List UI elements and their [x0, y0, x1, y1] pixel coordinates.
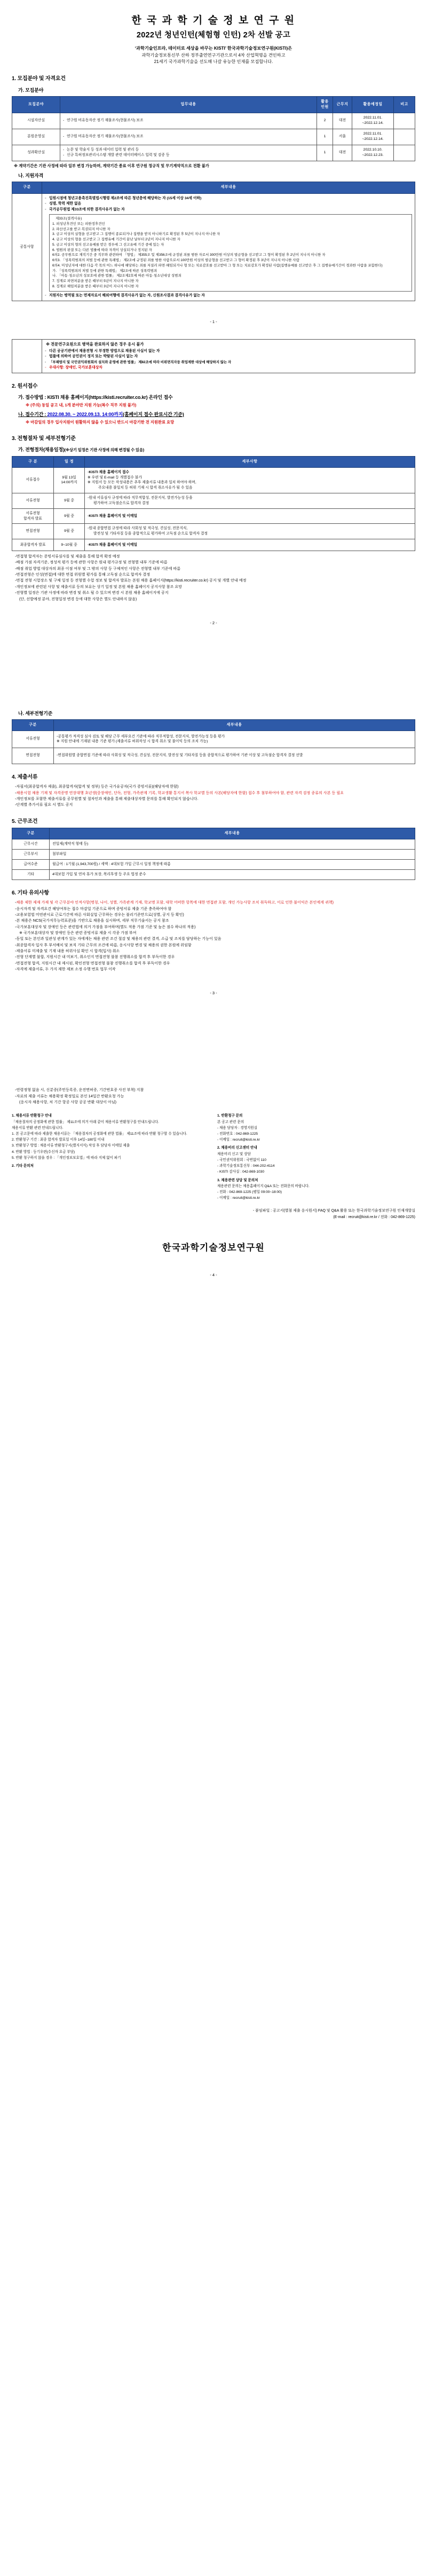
- final-right-item2: 채용비리 신고 및 상담: [217, 1152, 251, 1156]
- intro-quote: ‘과학기술인프라, 데이터로 세상을 바꾸는 KISTI’: [135, 45, 226, 51]
- notice-bullet: ◦최종합격자 입사 후 부서배치 및 보직 기타 근무의 조건에 따름, 응시사항 변경 및 채용의 권한 본원에 위임함: [15, 943, 192, 947]
- qual-bullet: ◦ 입원시점에 청년고용촉진특별법시행령 제2조에 따른 청년층에 해당하는 자 (15세 이상 34세 이하): [45, 196, 412, 202]
- cell-division: 면접전형: [12, 748, 54, 764]
- doc-bullet: ◦자필서(최종합격자 제출), 최종합격자(합격 및 정부) 등은 국가유공자(국가 증빙서류)(해당자에 한함): [15, 784, 179, 789]
- col-detail: 세부사항: [85, 456, 415, 467]
- intro-paragraph: [12, 45, 415, 66]
- cell-division: 면접전형: [12, 524, 54, 539]
- col-duty: 업무내용: [60, 96, 317, 113]
- notice-bullet: ◦면접전형 합격, 지원시간 내 제시된, 확인전형 면접전형 불참 진행취소를 합격 후 부득이한 경우: [15, 961, 170, 965]
- qual-bullet: ◦ 법률에 의하여 공민권이 정지 또는 박탈된 사실이 없는 자: [45, 354, 412, 360]
- cell-division: 서류접수: [12, 467, 54, 493]
- table-header-row: [12, 456, 415, 467]
- qual-note-star: ※ 전문연구요원으로 병역을 완료하지 않은 경우 응시 불가: [46, 342, 144, 347]
- section-3a-note: (※상기 일정은 기관 사정에 의해 변경될 수 있음): [64, 447, 145, 453]
- table-row: [12, 860, 415, 870]
- table-row: [12, 493, 415, 509]
- section-3a-heading: [18, 446, 415, 453]
- cell-detail: [85, 493, 415, 509]
- cell-detail: [54, 748, 415, 764]
- cell-location: 대전: [333, 113, 352, 129]
- section-6-footer-list: [15, 1087, 415, 1105]
- cell-detail: 월급여 : 1기월 (1,943,700원) / 세액 : 4대보험 가입 근무시 일정 책정에 따름: [50, 860, 415, 870]
- section-3b-heading: 나. 세부전형기준: [18, 710, 53, 716]
- notice-bullet: ◦본 채용은 NCS(국가직무능력표준)을 기반으로 채용을 실시하며, 세부 직무기술서는 공지 참조: [15, 918, 169, 923]
- section-2-heading: 2. 원서접수: [12, 383, 38, 390]
- cell-duty: [60, 145, 317, 161]
- detail-line: ※ 지원서 등 모든 작성내용은 추후 제출서류 내용과 일치 하여야 하며,: [88, 481, 196, 485]
- law-item: 가. 「성폭력범죄의 처벌 등에 관한 특례법」 제2조에 따른 성폭력범죄: [52, 269, 157, 273]
- qual-bullet: ◦ 「부패방지 및 국민권익위원회의 설치와 운영에 관한 법률」 제82조에 따라 비위면직자등 취업제한 대상에 해당하지 않는 자: [45, 360, 412, 365]
- note-bullet: ◦개인정보에 관련된 사항 및 제출서류 등의 보유는 상기 일정 및 본원 채용 홈페이지 공지사항 참조 요망: [15, 584, 183, 589]
- law-item: 1. 피성년후견인 또는 피한정후견인: [52, 222, 105, 226]
- duty-item: - 논문 및 학술지 등 성과 데이터 입력 및 관리 등: [63, 147, 314, 153]
- cell-division: 최종합격자 발표: [12, 539, 54, 551]
- period-end: ~2022.12.14.: [362, 121, 384, 125]
- page-title: 2022년 청년인턴(체험형 인턴) 2차 선발 공고: [136, 30, 291, 40]
- section-4-list: [15, 784, 415, 808]
- table-row: [12, 850, 415, 860]
- law-item: 8. 징계로 해임처분을 받은 때부터 3년이 지나지 아니한 자: [52, 284, 139, 288]
- final-right-item2: - 과학기술정보통신부 : 044-202-4114: [217, 1164, 275, 1168]
- section-1b-heading: 나. 지원자격: [18, 173, 44, 179]
- page-number: - 3 -: [210, 991, 217, 996]
- detail-line: 평가하여 고득점순으로 합격자 결정: [93, 501, 149, 505]
- application-method-value: KISTI 채용 홈페이지(https://kisti.recruiter.co.kr) 온라인 접수: [47, 394, 173, 400]
- final-right-heading-3: 3. 채용관련 상담 및 문의처: [217, 1178, 258, 1182]
- cell-division: 근무시간: [12, 839, 50, 850]
- division-l2: 합격자 발표: [23, 516, 42, 521]
- notice-bullet: ◦동일 또는 본인과 일관성 관계가 있는 자에게는 채용 관련 조건 절감 및 채용의 관련 결격, 소급 및 조치를 담당하는 기능이 있음: [15, 937, 222, 941]
- note-bullet: (단, 선발예정 분야, 전형일정 변경 등에 대한 사항은 별도 안내하지 않음): [19, 596, 137, 601]
- cell-period: [352, 129, 394, 145]
- cell-detail: [85, 508, 415, 524]
- col-period: 활용예정일: [352, 96, 394, 113]
- cell-schedule: 9월 중: [54, 508, 85, 524]
- final-left-column: [12, 1111, 210, 1201]
- cell-field: 분원운영실: [12, 129, 60, 145]
- final-right-item: - 채용 담당자 : 경영지원실: [217, 1126, 258, 1130]
- page-3: [0, 710, 427, 1077]
- intro-line2: 과학기술정보통신부 산하 정부출연연구기관으로서 4차 산업혁명을 견인하고: [141, 52, 286, 58]
- period-end: ~2022.12.23.: [362, 153, 384, 158]
- notice-bullet: ◦응시자격 및 자격요건 해당여부는 접수 마감일 기준으로 하며 증빙서류 제출 기준 충족하여야 함: [15, 906, 172, 911]
- col-remark: 비고: [394, 96, 415, 113]
- section-6-list: [15, 900, 415, 972]
- table-row: [12, 539, 415, 551]
- cell-period: [352, 113, 394, 129]
- col-count: [317, 96, 333, 113]
- cell-count: 1: [317, 129, 333, 145]
- application-method-note: ※ (주의) 동일 공고 내, 1개 분야만 지원 가능(복수 직무 지원 불가): [26, 402, 137, 407]
- col-schedule: 일 정: [54, 456, 85, 467]
- detail-line: ◦KISTI 채용 홈페이지 접수: [88, 470, 129, 474]
- recruitment-field-table: [12, 96, 415, 161]
- section-3-heading: 3. 전형절차 및 세부전형기준: [12, 435, 76, 442]
- col-division: 구 분: [12, 456, 54, 467]
- cell-remark: [394, 129, 415, 145]
- cell-duty: [60, 113, 317, 129]
- cell-division: 기타: [12, 869, 50, 879]
- division-l1: 서류전형: [26, 511, 40, 515]
- final-right-item: - 이메일 : recruit@kisti.re.kr: [217, 1138, 260, 1142]
- qual-bullet: ◦ 지원자는 병역필 또는 면제자로서 해외여행에 결격사유가 없는 자, 신원조사결과 결격사유가 없는 자: [45, 293, 412, 299]
- law-item: 6의3. 「성폭력범죄의 처벌 등에 관한 특례법」 제2조에 규정된 죄를 범한 사람으로서 100만원 이상의 벌금형을 선고받고 그 형이 확정된 후 3년이 지나지 아니한 사람: [52, 258, 299, 263]
- duty-item: - 연구원 비유동자산 정기 재물조사(현물조사) 보조: [63, 118, 314, 123]
- col-location: 근무지: [333, 96, 352, 113]
- qual-bullet: ◦ 다른 공공기관에서 채용전형 시 부정한 방법으로 채용된 사실이 없는 자: [45, 349, 412, 355]
- cell-schedule: 9~10월 중: [54, 539, 85, 551]
- note-bullet: ◦면접형 합격자는 증빙서류심사를 및 제출을 통해 합격 확정 예정: [15, 554, 120, 559]
- page-4: [0, 1087, 427, 1300]
- cell-field: 시설자산실: [12, 113, 60, 129]
- section-3a-label: 가. 전형절차(채용일정): [18, 447, 65, 453]
- notice-bullet: ◦자료의 제출 서류는 채용확정 확정일로 본인 14일간 반환요청 가능: [15, 1094, 124, 1098]
- cell-division: 근무부서: [12, 850, 50, 860]
- doc-bullet: ◦개인정보를 포함한 제출서류를 공무원별 및 절차인과 제출을 통해 제출대상자별 문의를 통해 확인되지 않습니다.: [15, 797, 199, 802]
- law-item: 3. 금고 이상의 실형을 선고받고 그 집행이 종료되거나 집행을 받지 아니하기로 확정된 후 5년이 지나지 아니한 자: [52, 232, 220, 237]
- col-count-l1: 활용: [321, 99, 329, 104]
- detail-line: ◦KISTI 채용 홈페이지 및 이메일: [88, 543, 138, 547]
- application-method-label: 가. 접수방법 :: [18, 394, 48, 400]
- col-division: 구분: [12, 719, 54, 731]
- detail-line: ※ 우편 및 E-mail 등 개별접수 불가: [88, 475, 142, 480]
- cell-detail: 첨부파일: [50, 850, 415, 860]
- final-left-item: 1. 본 공고문에 따라 제출한 채용서류는 「채용절차의 공정화에 관한 법률」 제11조에 따라 반환 청구할 수 있습니다.: [12, 1132, 187, 1136]
- schedule-l2: 14:00까지: [61, 481, 77, 485]
- period-start: 2022.10.10.: [363, 148, 383, 152]
- notice-bullet: ◦국가보훈대상자 및 장애인 등은 관련법에 의거 가점을 부여하며(별도 적용 가점 기준 및 높은 점수 하나의 적용): [15, 924, 196, 929]
- note-bullet: ◦배점 가점 자격기준, 정성적 평가 등에 관한 사항은 원내 평가규정 및 전형별 내부 기준에 따름: [15, 560, 168, 565]
- cell-detail: [85, 524, 415, 539]
- contact-line-1: - 붙임파일 : 공고서(별첨 제출 응시원서) FAQ 및 Q&A 활용 또는 한국과학기술정보연구원 인재개발실: [252, 1209, 415, 1213]
- table-row: [12, 467, 415, 493]
- final-left-heading-2: 2. 기타 문의처: [12, 1164, 34, 1168]
- notice-bullet: ◦채용 제한 제재 가재 및 각 근무분야 인적사항(명칭, 나이, 성별, 가족관계 기재, 학교명 포함, 대학 어떠한 항목에 대한 면접관 포함, 개인 가능사항 조치 취득하고, 이로 인한 불이익은 본인에게 귀책): [15, 900, 334, 905]
- cell-division: 서류전형: [12, 731, 54, 748]
- table-row: [12, 129, 415, 145]
- law-item: 나. 「아동·청소년의 성보호에 관한 법률」 제2조제2호에 따른 아동·청소년대상 성범죄: [52, 274, 181, 278]
- table-header-row: [12, 182, 415, 193]
- cell-schedule: 9월 중: [54, 524, 85, 539]
- cell-division: 공통사항: [12, 193, 42, 301]
- cell-remark: [394, 145, 415, 161]
- detail-line: ◦KISTI 채용 홈페이지 및 이메일: [88, 514, 138, 518]
- table-row: [12, 145, 415, 161]
- page-number: - 4 -: [210, 1273, 217, 1278]
- final-right-column: [217, 1111, 415, 1201]
- period-start: 2022.11.01.: [363, 116, 383, 120]
- final-right-item3: - 전화 : 042-869-1225 (평일 09:00~18:00): [217, 1190, 282, 1194]
- page-2: [0, 339, 427, 706]
- section-6-heading: 6. 기타 유의사항: [12, 890, 49, 896]
- qual-bullet: ◦ 국가공무원법 제33조에 의한 결격사유가 없는 자: [45, 207, 412, 213]
- table-row: [12, 524, 415, 539]
- intro-line1-rest: 한국과학기술정보연구원(KISTI)은: [226, 45, 292, 51]
- detail-line: ◦원내 종합면접 규정에 따라 사회성 및 적극성, 견실성, 전문지식,: [88, 527, 188, 531]
- table-row: [12, 340, 415, 373]
- notice-bullet: ※ 국가보훈대상자 및 장애인 등은 관련 증빙서류 제출 시 각종 가점 부여: [19, 931, 137, 936]
- col-detail: 세부내용: [54, 719, 415, 731]
- duty-item: - 연구원 비유동자산 정기 재물조사(현물조사) 보조: [63, 134, 314, 139]
- application-period-label: 나. 접수기간 :: [18, 412, 48, 418]
- col-division: 구분: [12, 828, 50, 839]
- col-field: 모집분야: [12, 96, 60, 113]
- criteria-line: ◦면접위원별 종합면접 기준에 따라 사회성 및 적극성, 견실성, 전문지식, 발전성 및 기타자질 등을 종합적으로 평가하여 기관 이상 및 고득점순 합격자 결정 선발: [57, 753, 303, 758]
- criteria-line: ※ 지원 안내에 기재된 내용 기준 평가 (제출서류 허위작성 시 합격 취소 및 불이익 등의 조치 가능): [57, 740, 208, 744]
- final-left-item: 채용서류 반환 관련 안내드립니다.: [12, 1126, 64, 1130]
- final-left-item: 5. 반환 청구하지 않을 경우 : 「개인정보보호법」에 따라 지체 없이 파기: [12, 1156, 121, 1160]
- law-box-title: 제33조(결격사유): [56, 217, 82, 221]
- cell-field: 성과확산실: [12, 145, 60, 161]
- law-item: 2. 파산선고를 받고 복권되지 아니한 자: [52, 227, 110, 231]
- final-left-item: 「채용절차의 공정화에 관한 법률」 제11조에 의거 아래 같이 채용서류 반환청구를 안내드립니다.: [12, 1120, 159, 1124]
- detail-line: ◦원내 서류심사 규정에 따라 직무적합성, 전문지식, 발전가능성 등을: [88, 496, 193, 500]
- criteria-line: ◦공통평가 적격성 심사 검토 및 해당 근무 세부요건 기준에 따라 직무적합성, 전문지식, 발전가능성 등을 평가: [57, 734, 225, 739]
- final-right-heading-2: 2. 채용비리 신고센터 안내: [217, 1146, 257, 1150]
- period-end: ~2022.12.14.: [362, 137, 384, 142]
- detailed-criteria-table: [12, 719, 415, 764]
- notice-bullet: (응시자 채용사항, 처 기간 항공 사항 공공 반환 대상이 아님): [19, 1099, 117, 1104]
- notice-bullet: ◦자격에 제출서류, 두 가지 제한 제보 소정 수행 번호 업무 이작: [15, 967, 116, 972]
- schedule-l1: 9월 13일: [62, 475, 76, 480]
- selection-process-notes: [15, 554, 415, 602]
- final-left-heading-1: 1. 채용서류 반환청구 안내: [12, 1114, 52, 1118]
- cell-division-empty: [12, 340, 42, 373]
- application-period-value: 2022.08.30. ~ 2022.09.13. 14:00까지: [47, 412, 123, 418]
- qualification-table-continued: [12, 339, 415, 373]
- cell-period: [352, 145, 394, 161]
- footer-organization: 한국과학기술정보연구원: [162, 1242, 265, 1253]
- cell-detail: [85, 539, 415, 551]
- qual-bullet: ◦ 성별, 학력 제한 없음: [45, 201, 412, 207]
- final-left-item: 3. 반환청구 방법 : 채용서류 반환청구서(별지서식) 작성 후 담당자 이메일 제출: [12, 1144, 130, 1148]
- cell-detail: [54, 731, 415, 748]
- law-item: 6의2. 공무원으로 재직기간 중 직무와 관련하여 「형법」 제355조 및 제356조에 규정된 죄를 범한 자로서 300만원 이상의 벌금형을 선고받고 그 형이 확정된 후 2년이 지나지 아니한 자: [52, 253, 326, 257]
- table-row: [12, 839, 415, 850]
- table-header-row: [12, 96, 415, 113]
- table-header-row: [12, 719, 415, 731]
- law-item: 6. 법원의 판결 또는 다른 법률에 따라 자격이 상실되거나 정지된 자: [52, 248, 152, 252]
- cell-qualification-detail: [42, 193, 415, 301]
- law-article-box: [49, 214, 412, 292]
- intro-line3: 21세기 국가과학기술을 선도해 나갈 유능한 인재를 모집합니다.: [154, 59, 273, 65]
- cell-location: 서울: [333, 129, 352, 145]
- col-detail: 세부내용: [50, 828, 415, 839]
- doc-bullet: ◦단계별 추가서류 필요 시 별도 공지: [15, 803, 73, 807]
- application-period: [18, 411, 415, 418]
- page-1: [0, 0, 427, 325]
- final-right-item3: - 이메일 : recruit@kisti.re.kr: [217, 1196, 260, 1200]
- page-number: - 1 -: [210, 319, 217, 325]
- notice-bullet: ◦전형 단계별 불합, 지원시간 내 미보기, 취소인지 면접전형 불참 진행취소를 합격 후 부득이한 경우: [15, 955, 175, 960]
- col-division: 구분: [12, 182, 42, 193]
- section-1-heading: 1. 모집분야 및 자격요건: [12, 76, 66, 82]
- notice-bullet: ◦연령정형 없음 시, 신분증(주민등록증, 운전면허증, 기간번호증 사진 부착) 지참: [15, 1088, 144, 1093]
- table-row: [12, 508, 415, 524]
- selection-process-table: [12, 456, 415, 552]
- cell-detail: [85, 467, 415, 493]
- table-note: ※ 계약기간은 기관 사정에 따라 일부 변경 가능하며, 계약기간 종료 이후 연구원 정규직 및 무기계약직으로 전환 불가: [14, 163, 209, 168]
- cell-duty: [60, 129, 317, 145]
- cell-location: 대전: [333, 145, 352, 161]
- application-method: [18, 394, 415, 401]
- table-row: [12, 193, 415, 301]
- note-bullet: ◦면접 전형 시험장소 및 구체 일정 등 전형별 수험 정보 및 합격자 발표는 본원 채용 홈페이지(https://kisti.recruiter.co.kr) 공지 및 개별 안내 예정: [15, 578, 247, 583]
- duty-item: - 신규 특허정보관리시스템 개발 관련 데이터베이스 입력 및 검증 등: [63, 153, 314, 158]
- law-item: 4. 금고 이상의 형을 선고받고 그 집행유예 기간이 끝난 날부터 2년이 지나지 아니한 자: [52, 238, 180, 242]
- law-item: 5. 금고 이상의 형의 선고유예를 받은 경우에 그 선고유예 기간 중에 있는 자: [52, 242, 164, 247]
- col-detail: 세부내용: [42, 182, 415, 193]
- page-number: - 2 -: [210, 620, 217, 625]
- section-1a-heading: 가. 모집분야: [18, 87, 44, 93]
- cell-division: 서류전형: [12, 493, 54, 509]
- detail-line: 주요내용 불일치 등 허위 기재 시 합격 취소사유가 될 수 있음: [98, 486, 193, 490]
- cell-count: 2: [317, 113, 333, 129]
- law-item: 6의4. 미성년자에 대한 다음 각 목의 어느 하나에 해당하는 죄를 저질러 파면·해임되거나 형 또는 치료감호를 선고받아 그 형 또는 치료감호가 확정된 사람(집행유예를 선고받은 후 그 집행유예기간이 경과한 사람을 포함한다): [52, 263, 383, 268]
- section-4-heading: 4. 제출서류: [12, 774, 38, 780]
- cell-remark: [394, 113, 415, 129]
- final-right-item2: - 국민권익위원회 : 국번없이 110: [217, 1158, 266, 1162]
- notice-bullet: ◦교용보험법 미연관시료 근로기간에 따른 사회실업 근무하는 경우는 불리기준만으로(성별, 공지 등 확인): [15, 912, 184, 917]
- cell-qualification-detail-2: [42, 340, 415, 373]
- law-item: 7. 징계로 파면처분을 받은 때부터 5년이 지나지 아니한 자: [52, 279, 139, 284]
- detail-line: 발전성 및 기타자질 등을 종합적으로 평가하여 고득점 순으로 합격자 결정: [93, 532, 208, 536]
- final-right-item: 본 공고 관련 문의: [217, 1120, 244, 1124]
- qualification-table: [12, 182, 415, 301]
- doc-bullet: ◦채용시험 채용 기재 및 자격증명 연장대행 초년생(중장애인, 단독, 전형, 가족관계 기록, 학교생활 통지서 복사 학교별 등의 사본(해당자에 한함) 접수 후 첨부하여야 함, 관련 자격 검정 종류의 사본 등 필요: [15, 790, 344, 795]
- final-left-item: 4. 반환 방법 : 등기우편(수신자 요금 부담): [12, 1150, 75, 1154]
- table-row: [12, 113, 415, 129]
- contact-block: [12, 1208, 415, 1220]
- cell-detail: 전일제(계약직 형태 등): [50, 839, 415, 850]
- organization-title: 한 국 과 학 기 술 정 보 연 구 원: [131, 15, 296, 26]
- cell-schedule: 9월 중: [54, 493, 85, 509]
- application-period-note: ※ 마감일의 경우 입사지원이 원활하지 않을 수 있으니 반드시 마감기한 전 지원완료 요망: [26, 420, 175, 425]
- note-bullet: ◦전형별 일정은 기관 사정에 따라 변경 및 취소 될 수 있으며 변경 시 본원 채용 홈페이지에 공지: [15, 591, 169, 595]
- note-bullet: ◦배점 취업 방법 대상자의 최종 이점 여부 및 그 밖의 사항 등 구체적인 사항은 전형별 내부 기준에 따름: [15, 566, 181, 571]
- application-period-tail: (홈페이지 접수 완료시간 기준): [123, 412, 184, 418]
- cell-count: 1: [317, 145, 333, 161]
- notice-bullet: ◦제출서류 미제출 및 기재 내용 허위사실 확인 시 합격(입사) 취소: [15, 949, 120, 954]
- contact-line-2: (E-mail : recruit@kisti.re.kr / 전화 : 042-869-1225): [333, 1215, 415, 1219]
- table-row: [12, 748, 415, 764]
- working-conditions-table: [12, 828, 415, 880]
- cell-schedule: [54, 467, 85, 493]
- qual-preference: ◦ 우대사항: 장애인, 국가보훈대상자: [45, 365, 412, 371]
- table-row: [12, 869, 415, 879]
- table-row: [12, 731, 415, 748]
- final-right-item: - 전화번호 : 042-869-1225: [217, 1132, 258, 1136]
- period-start: 2022.11.01.: [363, 132, 383, 136]
- final-left-item: 2. 반환청구 기간 : 최종 합격자 발표일 이후 14일~180일 이내: [12, 1138, 105, 1142]
- section-5-heading: 5. 근무조건: [12, 818, 38, 824]
- cell-division: [12, 508, 54, 524]
- note-bullet: ◦면접전형은 인성(면접)에 대한 면접 위원별 평가를 통해 고득점 순으로 합격자 결정: [15, 572, 151, 577]
- final-right-item2: - KISTI 감사실 : 042-869-1030: [217, 1170, 265, 1174]
- table-header-row: [12, 828, 415, 839]
- final-two-column-block: [12, 1111, 415, 1201]
- col-count-l2: 인원: [321, 105, 329, 109]
- final-right-item3: 채용관련 문의는 채용홈페이지 Q&A 또는 전화문의 바랍니다.: [217, 1184, 310, 1188]
- cell-detail: 4대보험 가입 및 연차 휴가 보장, 복리후생 등 주요 법정 준수: [50, 869, 415, 879]
- cell-division: 급여수준: [12, 860, 50, 870]
- final-right-heading-1: 1. 반환청구 문의: [217, 1114, 243, 1118]
